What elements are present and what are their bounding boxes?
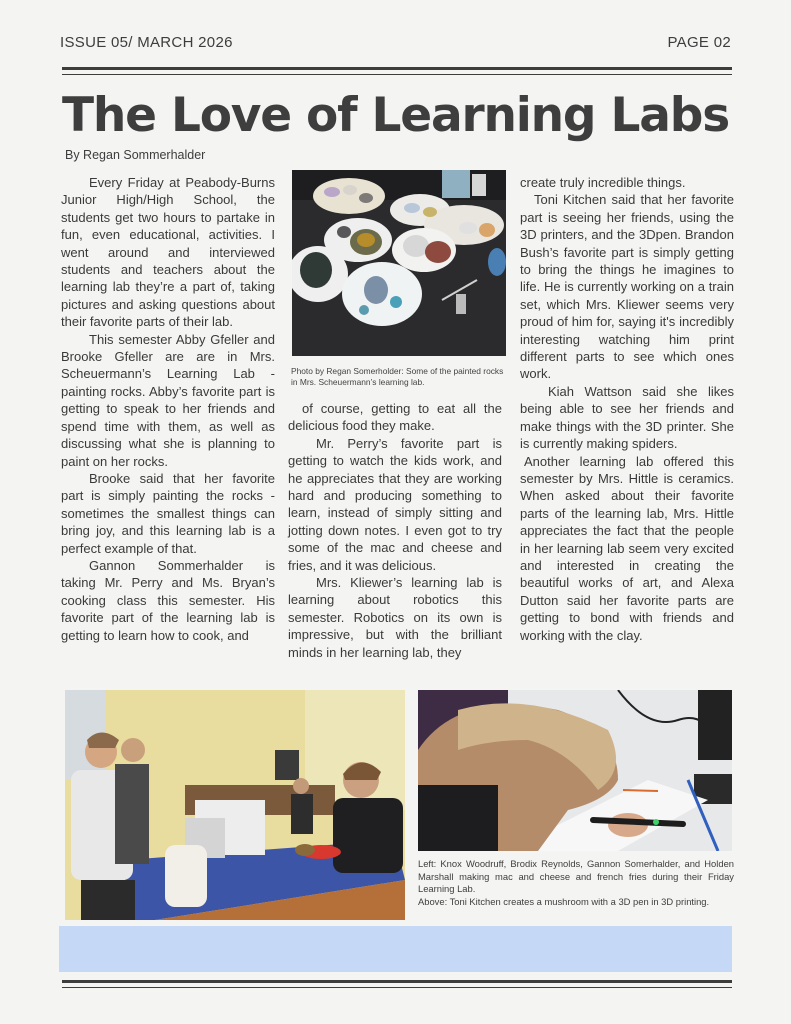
3d-pen-image: [418, 690, 732, 851]
header-rule-bottom: [62, 74, 732, 75]
article-column-2: [288, 400, 502, 661]
paragraph: Mr. Perry’s favorite part is getting to watch the kids work, and he appreciates that they are working hard and producing something to learn, instead of simply sitting and jotting down notes. I even got to try some of the mac and cheese and fries, and it was delicious.: [288, 435, 502, 573]
caption-above: Above: Toni Kitchen creates a mushroom with a 3D pen in 3D printing.: [418, 895, 710, 907]
caption-left: Left: Knox Woodruff, Brodix Reynolds, Gannon Somerhalder, and Holden Marshall making mac and cheese and french fries during their Friday Learning Lab.: [418, 858, 734, 895]
article-column-1: [61, 174, 275, 644]
paragraph: Another learning lab offered this semester by Mrs. Hittle is ceramics. When asked about their favorite parts of the learning lab, Mrs. Hittle appreciates the fact that the people in her learning lab seem very excited and interested in creating the beautiful works of art, and Alexa Dutton said her favorite parts are getting to bond with friends and working with the clay.: [520, 453, 734, 643]
article-title: The Love of Learning Labs: [61, 88, 729, 143]
paragraph: Toni Kitchen said that her favorite part is seeing her friends, using the 3D printers, and the 3Dpen. Brandon Bush’s favorite part is simply getting to bring the things he imagines to life. He is currently working on a train set, which Mrs. Kliewer seems very proud of him for, saying it's incredibly interesting watching him print different parts to see which ones work.: [520, 192, 734, 382]
paragraph: Kiah Wattson said she likes being able to see her friends and make things with the 3D printer. She is currently making spiders.: [520, 383, 734, 452]
paragraph: Brooke said that her favorite part is simply painting the rocks - sometimes the smallest things can bring joy, and this learning lab is a perfect example of that.: [61, 470, 275, 556]
footer-rule-bottom: [62, 987, 732, 988]
issue-label: ISSUE 05/ MARCH 2026: [60, 34, 233, 51]
page-number: PAGE 02: [667, 34, 731, 51]
cooking-class-photo: [65, 690, 405, 920]
painted-rocks-photo: [292, 170, 506, 356]
footer-color-box: [59, 926, 732, 972]
article-byline: By Regan Sommerhalder: [65, 148, 206, 162]
paragraph: Mrs. Kliewer’s learning lab is learning about robotics this semester. Robotics on its own is impressive, but with the brilliant minds in her learning lab, they: [288, 575, 502, 660]
header-rule-top: [62, 67, 732, 70]
paragraph: of course, getting to eat all the delicious food they make.: [288, 401, 502, 434]
paragraph: Gannon Sommerhalder is taking Mr. Perry and Ms. Bryan’s cooking class this semester. His favorite part of the learning lab is getting to learn how to cook, and: [61, 557, 275, 643]
paragraph: create truly incredible things.: [520, 175, 686, 190]
cooking-class-image: [65, 690, 405, 920]
article-column-3: [520, 174, 734, 644]
bottom-photos-caption: [418, 858, 734, 908]
paragraph: This semester Abby Gfeller and Brooke Gfeller are are in Mrs. Scheuermann’s Learning Lab - painting rocks. Abby’s favorite part is getting to speak to her friends and spend time with them, as well as discussing what she is planning to paint on her rocks.: [61, 331, 275, 469]
footer-rule-top: [62, 980, 732, 983]
3d-pen-photo: [418, 690, 732, 851]
paragraph: Every Friday at Peabody-Burns Junior High/High School, the students get two hours to partake in fun, even educational, activities. I went around and interviewed students and teachers about the learning lab they’re a part of, taking pictures and asking questions about their favorite parts of their lab.: [61, 175, 275, 330]
rocks-photo-caption: Photo by Regan Somerholder: Some of the painted rocks in Mrs. Scheuermann’s learning lab.: [291, 366, 504, 387]
painted-rocks-image: [292, 170, 506, 356]
